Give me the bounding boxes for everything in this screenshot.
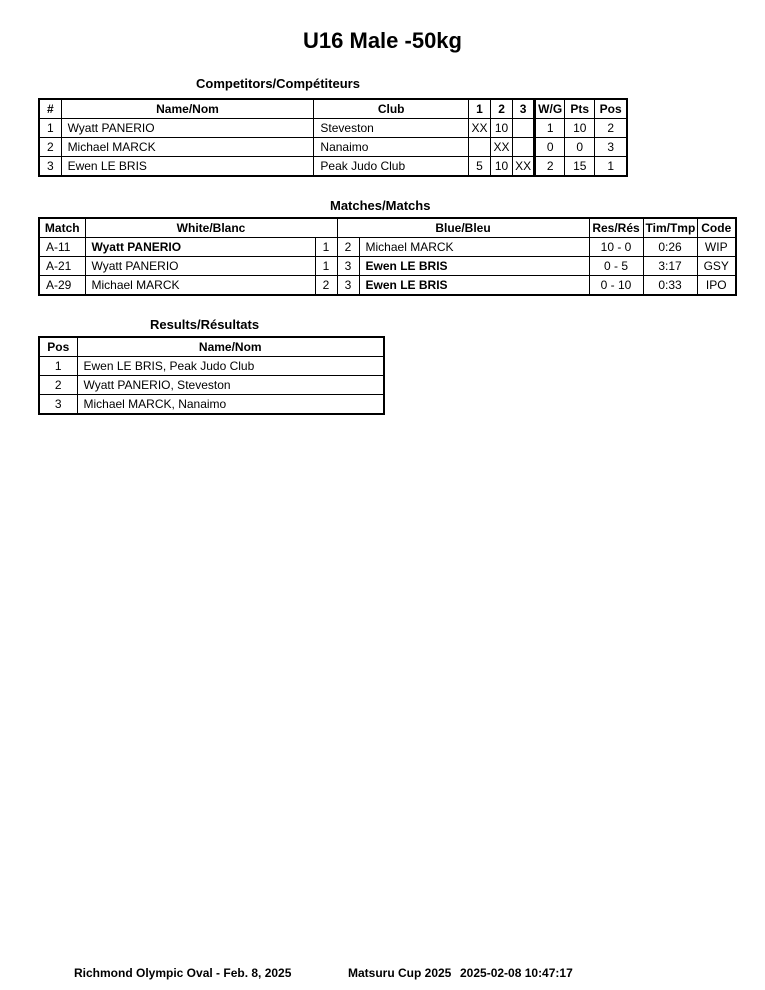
matches-header-row (39, 218, 736, 238)
table-row (39, 138, 627, 157)
blue-number: 3 (337, 257, 359, 276)
footer-event: Matsuru Cup 2025 (348, 966, 452, 980)
col-header: 3 (513, 99, 535, 119)
col-header: White/Blanc (85, 218, 337, 238)
match-id: A-21 (39, 257, 85, 276)
round-2-score: XX (491, 138, 513, 157)
match-id: A-11 (39, 238, 85, 257)
competitor-number: 2 (39, 138, 61, 157)
match-time: 0:33 (643, 276, 697, 296)
result-name: Wyatt PANERIO, Steveston (77, 376, 384, 395)
white-number: 1 (315, 257, 337, 276)
match-result: 0 - 5 (589, 257, 643, 276)
round-3-score (513, 119, 535, 138)
competitor-number: 1 (39, 119, 61, 138)
result-position: 3 (39, 395, 77, 415)
position: 3 (595, 138, 627, 157)
table-row (39, 276, 736, 296)
col-header: Match (39, 218, 85, 238)
match-code: IPO (697, 276, 736, 296)
round-1-score: XX (468, 119, 490, 138)
match-id: A-29 (39, 276, 85, 296)
competitor-name: Wyatt PANERIO (61, 119, 314, 138)
col-header: W/G (535, 99, 565, 119)
blue-player: Michael MARCK (359, 238, 589, 257)
match-time: 3:17 (643, 257, 697, 276)
wins: 1 (535, 119, 565, 138)
white-player: Wyatt PANERIO (85, 238, 315, 257)
white-number: 2 (315, 276, 337, 296)
white-player: Michael MARCK (85, 276, 315, 296)
match-result: 0 - 10 (589, 276, 643, 296)
points: 15 (565, 157, 595, 177)
page-title: U16 Male -50kg (303, 28, 462, 53)
blue-number: 2 (337, 238, 359, 257)
table-row (39, 395, 384, 415)
competitor-number: 3 (39, 157, 61, 177)
result-position: 1 (39, 357, 77, 376)
blue-player: Ewen LE BRIS (359, 257, 589, 276)
result-position: 2 (39, 376, 77, 395)
col-header: Blue/Bleu (337, 218, 589, 238)
match-time: 0:26 (643, 238, 697, 257)
col-header: Tim/Tmp (643, 218, 697, 238)
col-header: Pos (595, 99, 627, 119)
white-player: Wyatt PANERIO (85, 257, 315, 276)
competitor-club: Steveston (314, 119, 469, 138)
competitors-table (38, 98, 628, 177)
table-row (39, 238, 736, 257)
competitors-heading: Competitors/Compétiteurs (196, 76, 360, 91)
table-row (39, 257, 736, 276)
footer-venue: Richmond Olympic Oval - Feb. 8, 2025 (74, 966, 292, 980)
round-2-score: 10 (491, 119, 513, 138)
points: 10 (565, 119, 595, 138)
round-2-score: 10 (491, 157, 513, 177)
position: 2 (595, 119, 627, 138)
matches-heading: Matches/Matchs (330, 198, 431, 213)
col-header: Pos (39, 337, 77, 357)
round-3-score (513, 138, 535, 157)
round-1-score: 5 (468, 157, 490, 177)
white-number: 1 (315, 238, 337, 257)
points: 0 (565, 138, 595, 157)
match-code: WIP (697, 238, 736, 257)
col-header: 1 (468, 99, 490, 119)
result-name: Michael MARCK, Nanaimo (77, 395, 384, 415)
col-header: # (39, 99, 61, 119)
results-header-row (39, 337, 384, 357)
match-result: 10 - 0 (589, 238, 643, 257)
competitors-header-row (39, 99, 627, 119)
table-row (39, 157, 627, 177)
table-row (39, 376, 384, 395)
match-code: GSY (697, 257, 736, 276)
round-3-score: XX (513, 157, 535, 177)
results-heading: Results/Résultats (150, 317, 260, 332)
matches-table (38, 217, 737, 296)
blue-player: Ewen LE BRIS (359, 276, 589, 296)
col-header: Name/Nom (77, 337, 384, 357)
wins: 2 (535, 157, 565, 177)
competitor-name: Michael MARCK (61, 138, 314, 157)
wins: 0 (535, 138, 565, 157)
result-name: Ewen LE BRIS, Peak Judo Club (77, 357, 384, 376)
competitor-name: Ewen LE BRIS (61, 157, 314, 177)
blue-number: 3 (337, 276, 359, 296)
table-row (39, 119, 627, 138)
col-header: 2 (491, 99, 513, 119)
col-header: Club (314, 99, 469, 119)
competitor-club: Peak Judo Club (314, 157, 469, 177)
round-1-score (468, 138, 490, 157)
results-table (38, 336, 385, 415)
table-row (39, 357, 384, 376)
position: 1 (595, 157, 627, 177)
footer-timestamp: 2025-02-08 10:47:17 (460, 966, 573, 980)
col-header: Pts (565, 99, 595, 119)
col-header: Res/Rés (589, 218, 643, 238)
col-header: Code (697, 218, 736, 238)
col-header: Name/Nom (61, 99, 314, 119)
competitor-club: Nanaimo (314, 138, 469, 157)
